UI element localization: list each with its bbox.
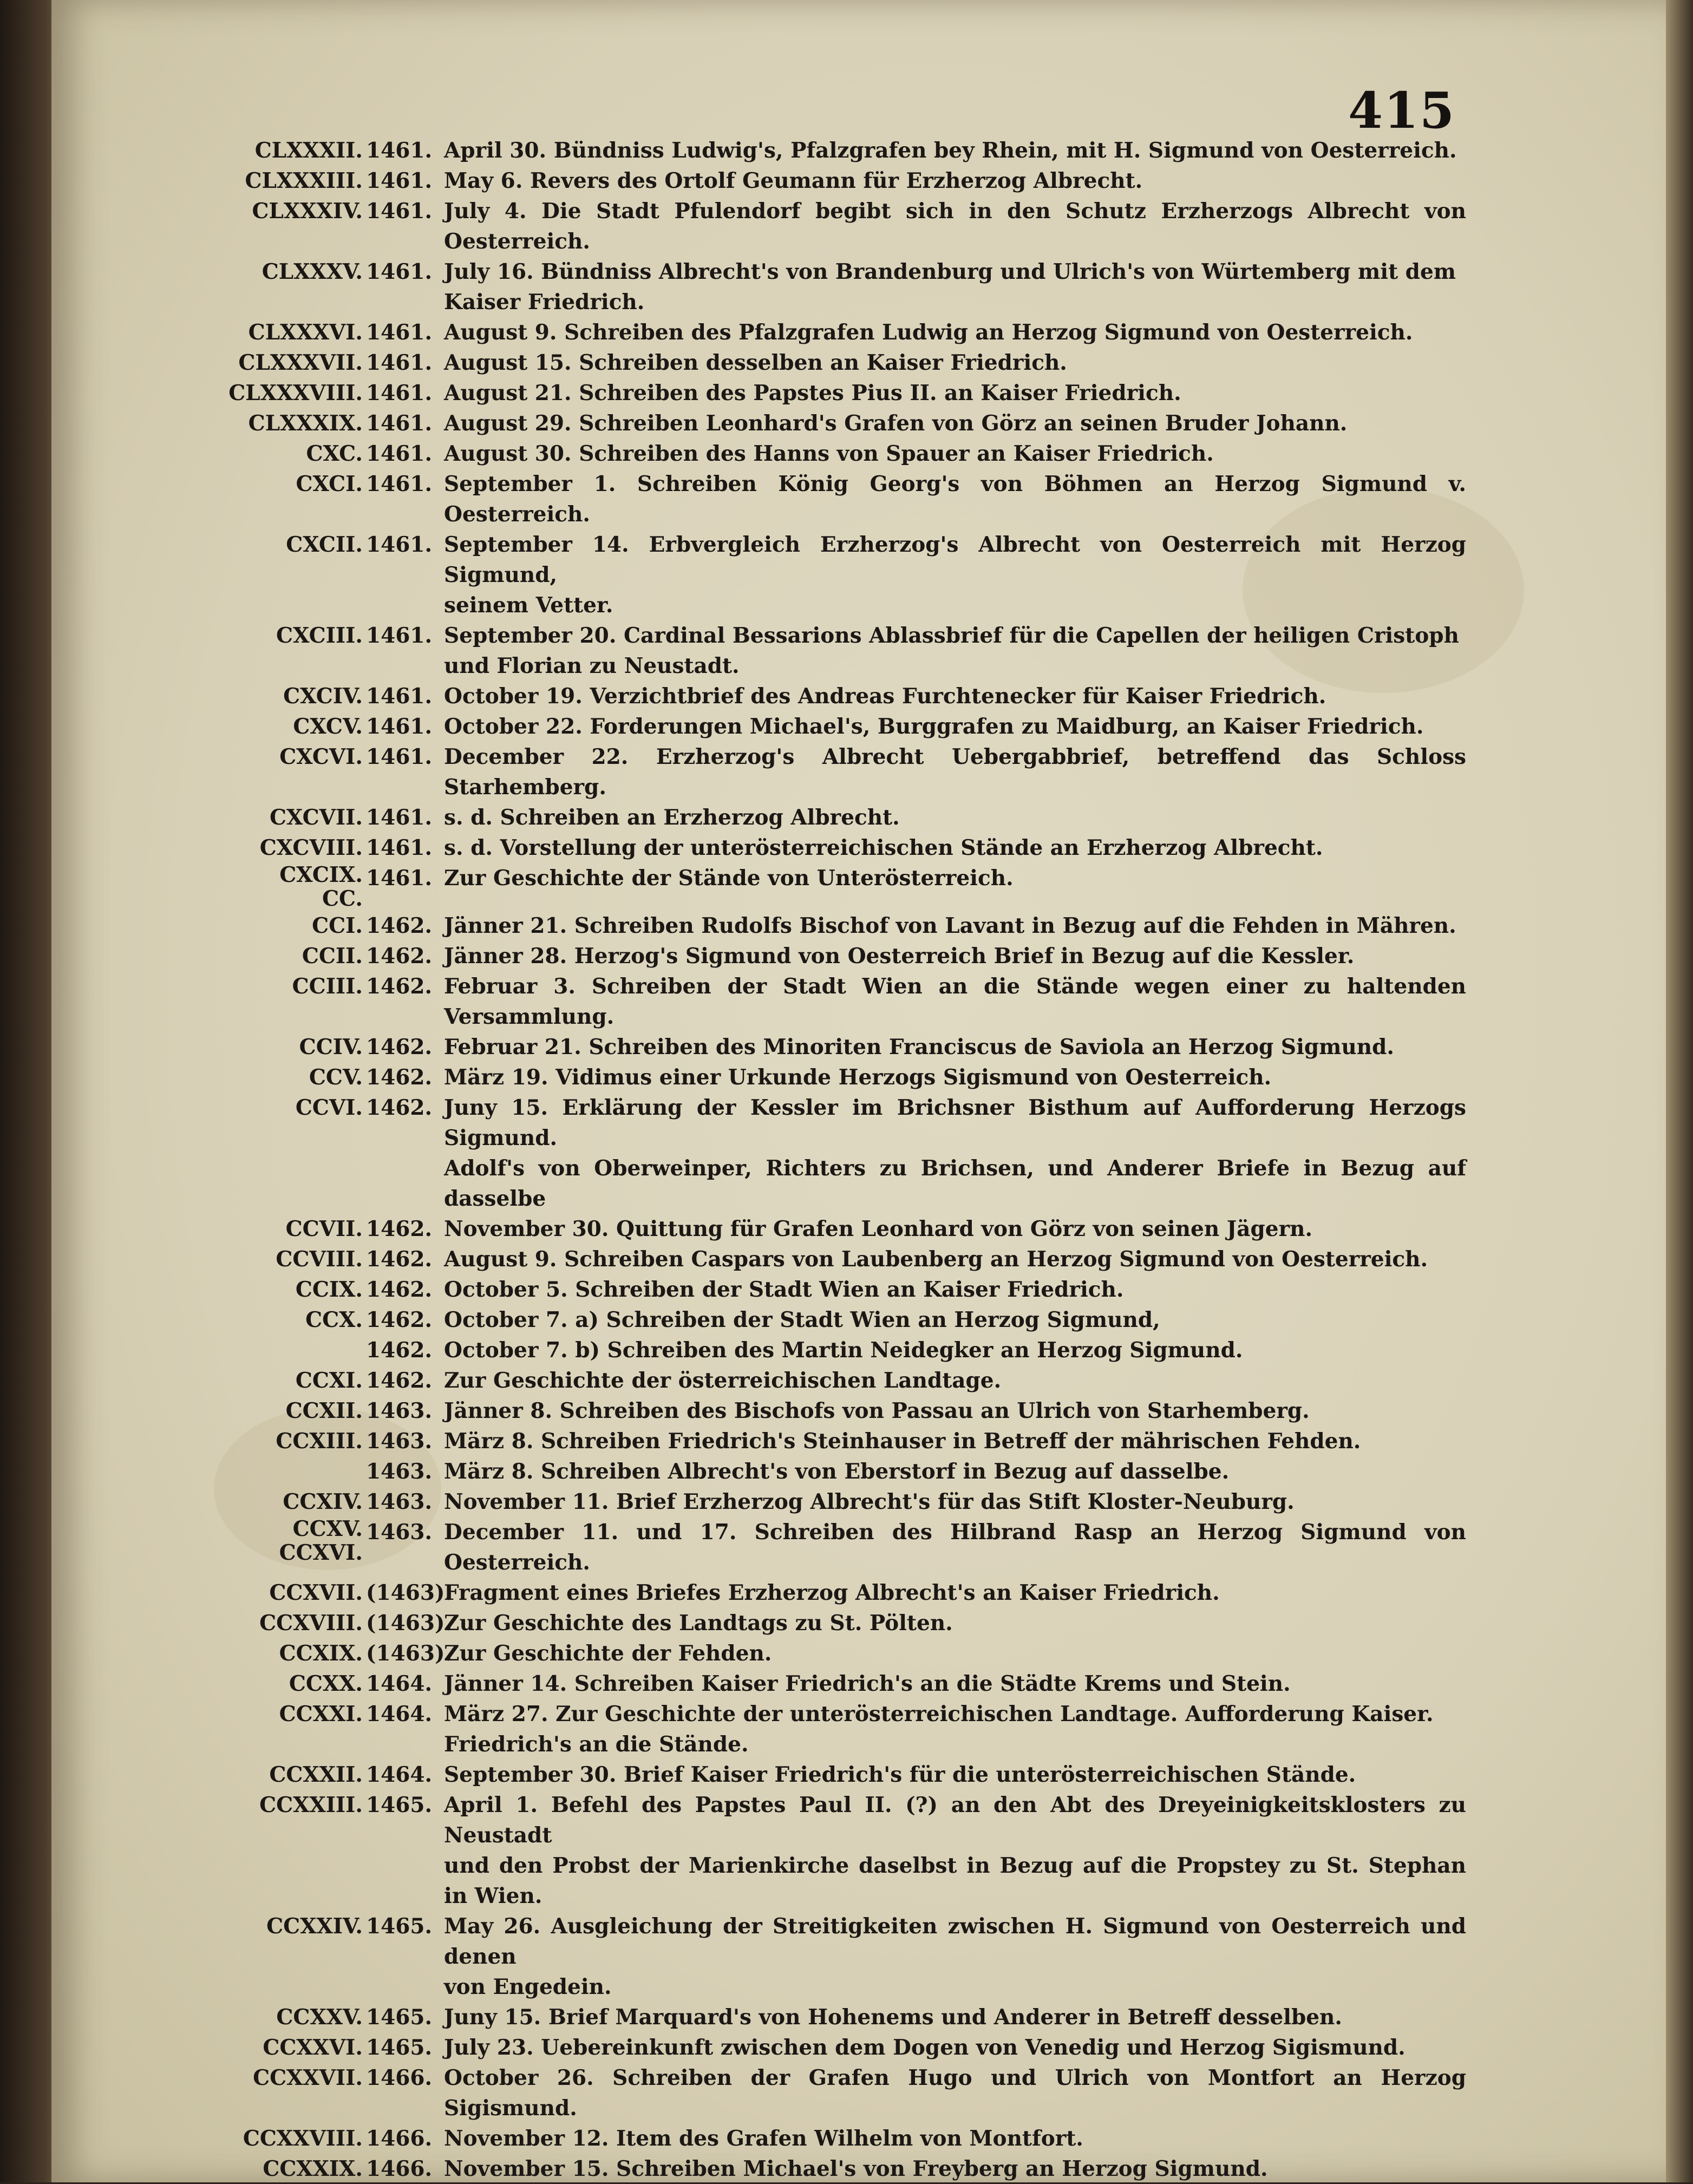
register-entry xyxy=(0,2032,1693,2063)
entry-text: Jänner 28. Herzog's Sigmund von Oesterreich Brief in Bezug auf die Kessler. xyxy=(444,944,1355,969)
register-entry xyxy=(0,2123,1693,2154)
register-entry xyxy=(0,1032,1693,1062)
entry-number: CCXXI. xyxy=(279,1702,363,1727)
register-entry xyxy=(0,1093,1693,1214)
entry-year: 1463. xyxy=(366,1429,433,1454)
entry-year: 1463. xyxy=(366,1520,433,1545)
entry-text: Jänner 21. Schreiben Rudolfs Bischof von Lavant in Bezug auf die Fehden in Mähren. xyxy=(444,913,1456,938)
entry-text: July 4. Die Stadt Pfulendorf begibt sich in den Schutz Erzherzogs Albrecht von Oesterreich. xyxy=(444,199,1466,254)
register-entry xyxy=(0,971,1693,1032)
entry-year: 1465. xyxy=(366,1914,433,1939)
register-entry xyxy=(0,1365,1693,1396)
register-entry xyxy=(0,911,1693,941)
entry-number: CCVI. xyxy=(295,1095,363,1120)
entry-number: CCXXVII. xyxy=(253,2065,363,2090)
register-entry xyxy=(0,348,1693,378)
entry-year: 1461. xyxy=(366,835,433,860)
entry-text: Juny 15. Erklärung der Kessler im Brichsner Bisthum auf Aufforderung Herzogs Sigmund. Adolf's von Oberweinper, Richters zu Brichsen, und Anderer Briefe in Bezug auf dasselbe xyxy=(444,1095,1466,1211)
entry-number: CCI. xyxy=(312,913,363,938)
register-entry xyxy=(0,863,1693,911)
entry-year: 1462. xyxy=(366,1035,433,1060)
register-entry xyxy=(0,711,1693,742)
entry-number: CXCVII. xyxy=(270,805,363,830)
entry-text: October 22. Forderungen Michael's, Burggrafen zu Maidburg, an Kaiser Friedrich. xyxy=(444,714,1424,739)
entry-year: 1461. xyxy=(366,714,433,739)
entry-text: s. d. Schreiben an Erzherzog Albrecht. xyxy=(444,805,900,830)
entry-number: CCXVII. xyxy=(269,1580,363,1605)
entry-text: August 29. Schreiben Leonhard's Grafen von Görz an seinen Bruder Johann. xyxy=(444,411,1348,436)
entry-year: 1461. xyxy=(366,744,433,769)
register-entry xyxy=(0,1426,1693,1456)
entry-number: CLXXXVIII. xyxy=(228,381,363,406)
entry-text: Zur Geschichte der österreichischen Landtage. xyxy=(444,1368,1002,1393)
register-entry xyxy=(0,1214,1693,1244)
entry-year: (1463). xyxy=(366,1641,453,1666)
entry-text: December 22. Erzherzog's Albrecht Uebergabbrief, betreffend das Schloss Starhemberg. xyxy=(444,744,1466,800)
register-entry xyxy=(0,620,1693,681)
entry-year: 1461. xyxy=(366,441,433,466)
register-entry xyxy=(0,378,1693,408)
entry-year: 1462. xyxy=(366,913,433,938)
entry-year: 1466. xyxy=(366,2156,433,2181)
entry-year: 1462. xyxy=(366,1217,433,1241)
entry-number: CLXXXV. xyxy=(262,259,363,284)
register-entry xyxy=(0,469,1693,529)
entry-year: 1462. xyxy=(366,1307,433,1332)
entry-text: Zur Geschichte der Stände von Unterösterreich. xyxy=(444,866,1014,891)
entry-text: October 7. a) Schreiben der Stadt Wien an Herzog Sigmund, xyxy=(444,1307,1160,1332)
entry-text: März 8. Schreiben Albrecht's von Eberstorf in Bezug auf dasselbe. xyxy=(444,1459,1230,1484)
entry-text: April 30. Bündniss Ludwig's, Pfalzgrafen bey Rhein, mit H. Sigmund von Oesterreich. xyxy=(444,138,1457,163)
entry-number: CCXIII. xyxy=(276,1429,363,1454)
entry-year: 1461. xyxy=(366,411,433,436)
entry-number: CLXXXII. xyxy=(254,138,363,163)
entry-number: CLXXXIII. xyxy=(245,168,363,193)
entry-year: 1466. xyxy=(366,2065,433,2090)
entry-year: 1461. xyxy=(366,684,433,709)
entry-text: s. d. Vorstellung der unterösterreichischen Stände an Erzherzog Albrecht. xyxy=(444,835,1323,860)
entry-number: CCXXVIII. xyxy=(243,2126,363,2151)
register-entry xyxy=(0,742,1693,802)
entry-text: October 7. b) Schreiben des Martin Neidegker an Herzog Sigmund. xyxy=(444,1338,1243,1363)
register-entry xyxy=(0,1396,1693,1426)
page-number: 415 xyxy=(1348,81,1456,140)
entry-year: 1461. xyxy=(366,866,433,891)
entry-text: October 5. Schreiben der Stadt Wien an Kaiser Friedrich. xyxy=(444,1277,1124,1302)
entry-year: 1461. xyxy=(366,623,433,648)
entry-number: CLXXXIX. xyxy=(248,411,363,436)
entry-text: September 20. Cardinal Bessarions Ablassbrief für die Capellen der heiligen Cristoph und Florian zu Neustadt. xyxy=(444,623,1459,678)
entry-number: CCXVIII. xyxy=(259,1611,363,1636)
entry-text: November 11. Brief Erzherzog Albrecht's für das Stift Kloster-Neuburg. xyxy=(444,1489,1295,1514)
register-entry xyxy=(0,1456,1693,1487)
entry-text: August 9. Schreiben Caspars von Laubenberg an Herzog Sigmund von Oesterreich. xyxy=(444,1247,1428,1272)
entry-year: 1461. xyxy=(366,138,433,163)
entry-text: October 19. Verzichtbrief des Andreas Furchtenecker für Kaiser Friedrich. xyxy=(444,684,1326,709)
entry-year: (1463). xyxy=(366,1611,453,1636)
register-entry xyxy=(0,1487,1693,1517)
register-entry xyxy=(0,317,1693,348)
register-entry xyxy=(0,2002,1693,2032)
entry-text: July 23. Uebereinkunft zwischen dem Dogen von Venedig und Herzog Sigismund. xyxy=(444,2035,1406,2060)
entry-text: November 15. Schreiben Michael's von Freyberg an Herzog Sigmund. xyxy=(444,2156,1268,2181)
register-entry xyxy=(0,1911,1693,2002)
entry-year: 1461. xyxy=(366,472,433,496)
entry-text: März 27. Zur Geschichte der unterösterreichischen Landtage. Aufforderung Kaiser. Friedrich's an die Stände. xyxy=(444,1702,1434,1757)
register-entry xyxy=(0,1062,1693,1093)
entry-number: CCII. xyxy=(302,944,363,969)
entry-number: CLXXXVII. xyxy=(238,350,363,375)
register-entries xyxy=(0,135,1693,2184)
entry-number: CCXII. xyxy=(285,1398,363,1423)
register-entry xyxy=(0,1244,1693,1274)
entry-year: 1462. xyxy=(366,1065,433,1090)
entry-number: CCIX. xyxy=(295,1277,363,1302)
entry-number: CXCIII. xyxy=(276,623,363,648)
entry-year: 1464. xyxy=(366,1702,433,1727)
entry-text: May 6. Revers des Ortolf Geumann für Erzherzog Albrecht. xyxy=(444,168,1143,193)
register-entry xyxy=(0,529,1693,620)
register-entry xyxy=(0,257,1693,317)
entry-text: September 14. Erbvergleich Erzherzog's Albrecht von Oesterreich mit Herzog Sigmund, seinem Vetter. xyxy=(444,532,1466,618)
entry-number: CXCV. xyxy=(293,714,363,739)
register-entry xyxy=(0,1790,1693,1911)
register-entry xyxy=(0,2154,1693,2184)
entry-number: CXCVIII. xyxy=(259,835,363,860)
entry-year: 1466. xyxy=(366,2126,433,2151)
entry-number: CCXXIV. xyxy=(266,1914,363,1939)
entry-year: 1461. xyxy=(366,381,433,406)
register-entry xyxy=(0,1305,1693,1335)
entry-year: 1461. xyxy=(366,259,433,284)
entry-text: November 12. Item des Grafen Wilhelm von Montfort. xyxy=(444,2126,1083,2151)
entry-text: Fragment eines Briefes Erzherzog Albrecht's an Kaiser Friedrich. xyxy=(444,1580,1220,1605)
entry-text: November 30. Quittung für Grafen Leonhard von Görz von seinen Jägern. xyxy=(444,1217,1313,1241)
entry-number: CXCVI. xyxy=(279,744,363,769)
entry-text: Zur Geschichte der Fehden. xyxy=(444,1641,772,1666)
register-entry xyxy=(0,1608,1693,1638)
entry-text: September 30. Brief Kaiser Friedrich's für die unterösterreichischen Stände. xyxy=(444,1762,1356,1787)
entry-year: 1462. xyxy=(366,1277,433,1302)
entry-number: CCXXVI. xyxy=(263,2035,363,2060)
register-entry xyxy=(0,681,1693,711)
entry-year: 1463. xyxy=(366,1489,433,1514)
register-entry xyxy=(0,408,1693,439)
entry-number: CCXXIX. xyxy=(263,2156,363,2181)
entry-text: July 16. Bündniss Albrecht's von Brandenburg und Ulrich's von Würtemberg mit dem Kaiser Friedrich. xyxy=(444,259,1456,315)
entry-year: 1462. xyxy=(366,1095,433,1120)
entry-text: März 19. Vidimus einer Urkunde Herzogs Sigismund von Oesterreich. xyxy=(444,1065,1272,1090)
entry-year: 1461. xyxy=(366,320,433,345)
entry-number: CCIII. xyxy=(292,974,363,999)
entry-text: Februar 3. Schreiben der Stadt Wien an die Stände wegen einer zu haltenden Versammlung. xyxy=(444,974,1466,1029)
entry-year: 1462. xyxy=(366,1368,433,1393)
entry-number: CCXI. xyxy=(295,1368,363,1393)
entry-year: 1464. xyxy=(366,1762,433,1787)
entry-text: December 11. und 17. Schreiben des Hilbrand Rasp an Herzog Sigmund von Oesterreich. xyxy=(444,1520,1466,1575)
entry-number: CCXV. CCXVI. xyxy=(279,1516,363,1565)
entry-text: August 9. Schreiben des Pfalzgrafen Ludwig an Herzog Sigmund von Oesterreich. xyxy=(444,320,1413,345)
entry-year: 1461. xyxy=(366,199,433,224)
register-entry xyxy=(0,1638,1693,1669)
entry-number: CCIV. xyxy=(299,1035,363,1060)
register-entry xyxy=(0,439,1693,469)
entry-text: April 1. Befehl des Papstes Paul II. (?) an den Abt des Dreyeinigkeitsklosters zu Neustadt und den Probst der Marienkirche daselbst in Bezug auf die Propstey zu St. Stephan in Wien. xyxy=(444,1793,1466,1908)
entry-year: 1461. xyxy=(366,350,433,375)
register-entry xyxy=(0,833,1693,863)
entry-text: August 30. Schreiben des Hanns von Spauer an Kaiser Friedrich. xyxy=(444,441,1214,466)
entry-number: CXCII. xyxy=(286,532,363,557)
entry-year: 1463. xyxy=(366,1459,433,1484)
entry-text: September 1. Schreiben König Georg's von Böhmen an Herzog Sigmund v. Oesterreich. xyxy=(444,472,1466,527)
entry-text: Juny 15. Brief Marquard's von Hohenems und Anderer in Betreff desselben. xyxy=(444,2005,1342,2030)
register-entry xyxy=(0,1699,1693,1760)
entry-year: (1463). xyxy=(366,1580,453,1605)
entry-year: 1462. xyxy=(366,944,433,969)
register-entry xyxy=(0,2063,1693,2123)
entry-number: CCXXII. xyxy=(269,1762,363,1787)
register-entry xyxy=(0,1760,1693,1790)
entry-number: CCXIV. xyxy=(283,1489,363,1514)
entry-number: CXCIX. CC. xyxy=(279,862,363,911)
entry-text: May 26. Ausgleichung der Streitigkeiten zwischen H. Sigmund von Oesterreich und denen von Engedein. xyxy=(444,1914,1466,1999)
register-entry xyxy=(0,1517,1693,1578)
entry-year: 1465. xyxy=(366,1793,433,1817)
entry-number: CCXX. xyxy=(289,1671,363,1696)
entry-text: Februar 21. Schreiben des Minoriten Franciscus de Saviola an Herzog Sigmund. xyxy=(444,1035,1394,1060)
entry-number: CCX. xyxy=(305,1307,363,1332)
entry-number: CXCI. xyxy=(296,472,363,496)
entry-text: Zur Geschichte des Landtags zu St. Pölten. xyxy=(444,1611,953,1636)
entry-number: CLXXXIV. xyxy=(252,199,363,224)
register-entry xyxy=(0,135,1693,166)
register-entry xyxy=(0,941,1693,971)
entry-text: August 15. Schreiben desselben an Kaiser Friedrich. xyxy=(444,350,1067,375)
register-entry xyxy=(0,1669,1693,1699)
entry-text: Jänner 8. Schreiben des Bischofs von Passau an Ulrich von Starhemberg. xyxy=(444,1398,1310,1423)
register-entry xyxy=(0,802,1693,833)
entry-number: CXCIV. xyxy=(283,684,363,709)
entry-text: August 21. Schreiben des Papstes Pius II. an Kaiser Friedrich. xyxy=(444,381,1181,406)
entry-number: CCVIII. xyxy=(276,1247,363,1272)
entry-number: CXC. xyxy=(306,441,363,466)
register-entry xyxy=(0,1335,1693,1365)
register-entry xyxy=(0,1274,1693,1305)
register-entry xyxy=(0,1578,1693,1608)
entry-number: CCVII. xyxy=(285,1217,363,1241)
entry-text: März 8. Schreiben Friedrich's Steinhauser in Betreff der mährischen Fehden. xyxy=(444,1429,1361,1454)
entry-year: 1461. xyxy=(366,168,433,193)
register-entry xyxy=(0,166,1693,196)
entry-year: 1463. xyxy=(366,1398,433,1423)
register-entry xyxy=(0,196,1693,257)
entry-year: 1465. xyxy=(366,2035,433,2060)
entry-year: 1465. xyxy=(366,2005,433,2030)
entry-year: 1464. xyxy=(366,1671,433,1696)
entry-number: CCV. xyxy=(309,1065,363,1090)
entry-year: 1461. xyxy=(366,805,433,830)
entry-year: 1462. xyxy=(366,1338,433,1363)
entry-year: 1462. xyxy=(366,974,433,999)
entry-number: CCXXV. xyxy=(276,2005,363,2030)
entry-text: October 26. Schreiben der Grafen Hugo und Ulrich von Montfort an Herzog Sigismund. xyxy=(444,2065,1466,2121)
entry-year: 1462. xyxy=(366,1247,433,1272)
entry-text: Jänner 14. Schreiben Kaiser Friedrich's an die Städte Krems und Stein. xyxy=(444,1671,1291,1696)
entry-year: 1461. xyxy=(366,532,433,557)
entry-number: CCXXIII. xyxy=(259,1793,363,1817)
entry-number: CLXXXVI. xyxy=(248,320,363,345)
entry-number: CCXIX. xyxy=(279,1641,363,1666)
